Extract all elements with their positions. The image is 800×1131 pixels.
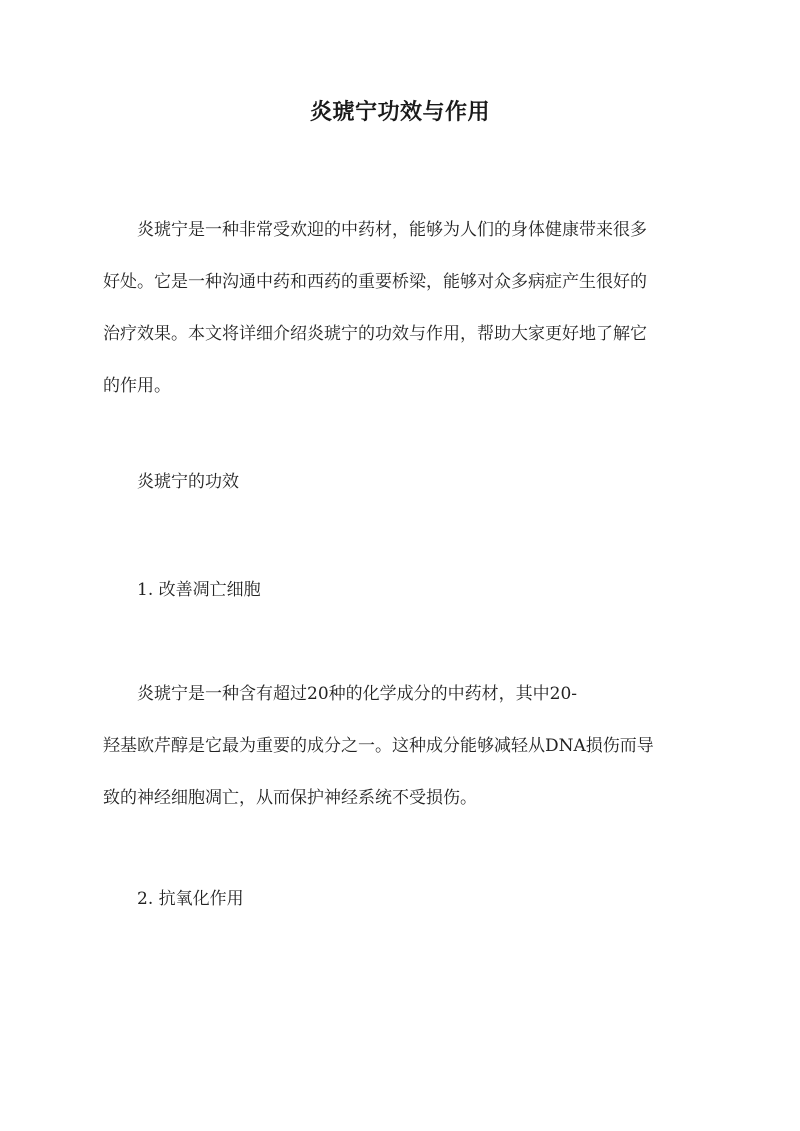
paragraph-line: 炎琥宁是一种含有超过20种的化学成分的中药材，其中20- — [137, 684, 578, 704]
item-1-heading: 1. 改善凋亡细胞 — [137, 580, 261, 600]
section-heading: 炎琥宁的功效 — [137, 472, 239, 492]
item-2-heading: 2. 抗氧化作用 — [137, 889, 244, 909]
document-title: 炎琥宁功效与作用 — [309, 99, 490, 125]
paragraph-line: 羟基欧芹醇是它最为重要的成分之一。这种成分能够减轻从DNA损伤而导 — [103, 736, 654, 756]
paragraph-line: 的作用。 — [103, 376, 171, 396]
paragraph-line: 致的神经细胞凋亡，从而保护神经系统不受损伤。 — [103, 788, 477, 808]
paragraph-line: 炎琥宁是一种非常受欢迎的中药材，能够为人们的身体健康带来很多 — [137, 220, 647, 240]
paragraph-line: 好处。它是一种沟通中药和西药的重要桥梁，能够对众多病症产生很好的 — [103, 272, 647, 292]
item-1-paragraph — [103, 668, 703, 824]
intro-paragraph — [103, 204, 703, 412]
paragraph-line: 治疗效果。本文将详细介绍炎琥宁的功效与作用，帮助大家更好地了解它 — [103, 324, 647, 344]
